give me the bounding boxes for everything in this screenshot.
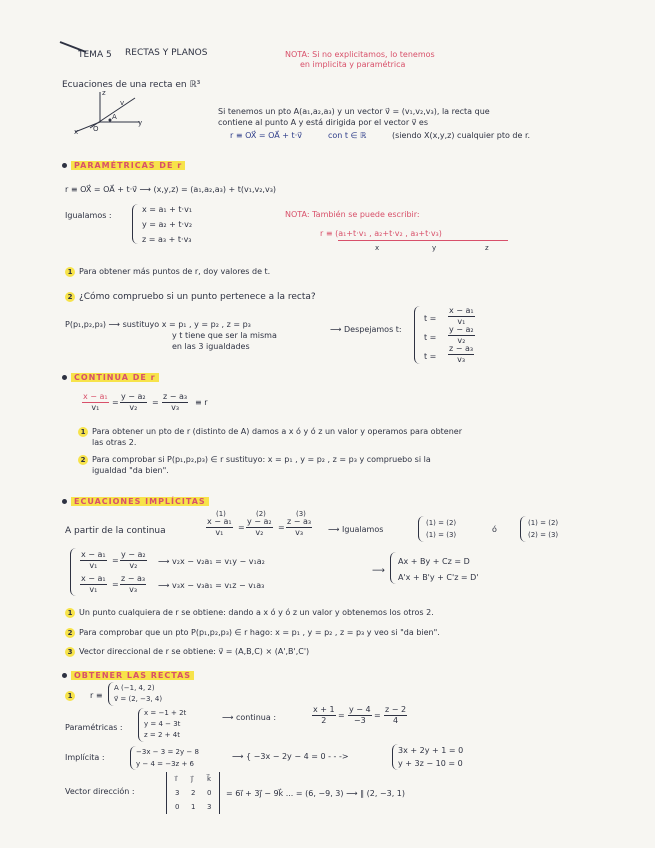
- t1-fraction: $\frac{\text{x − a₁}}{\text{v₁}}$: [449, 306, 474, 326]
- axis-x-label: x: [74, 128, 79, 136]
- header-note-2: en implicita y paramétrica: [300, 60, 406, 69]
- under-x: x: [375, 244, 380, 252]
- cont-point-2b: igualdad "da bien".: [92, 466, 169, 475]
- lab-1: (1): [216, 510, 226, 518]
- impl-eq-1: =: [238, 523, 245, 532]
- t2-label: t =: [424, 333, 437, 342]
- system-brace: [70, 548, 77, 596]
- m32: 1: [191, 803, 196, 811]
- impl-ex-1: −3x − 3 = 2y − 8: [136, 748, 199, 756]
- m21: 3: [175, 789, 180, 797]
- vd-label: Vector dirección :: [65, 787, 135, 796]
- impl-point-3: 3 Vector direccional de r se obtiene: v⃗ = (A,B,C) × (A',B',C'): [65, 646, 309, 657]
- vd-result: = 6i⃗ + 3j⃗ − 9k⃗ ... = (6, −9, 3) ⟶ ∥ (2, −3, 1): [226, 789, 406, 798]
- intro-note: (siendo X(x,y,z) cualquier pto de r.: [392, 131, 531, 140]
- s1-eq: =: [112, 556, 119, 565]
- tema-title: RECTAS Y PLANOS: [125, 48, 208, 58]
- continua-heading: CONTINUA DE r: [62, 372, 159, 384]
- igualamos-label: Igualamos :: [65, 211, 112, 220]
- m31: 0: [175, 803, 180, 811]
- result-brace: [390, 552, 397, 584]
- intro-line-1: Si tenemos un pto A(a₁,a₂,a₃) y un vector v⃗ = (v₁,v₂,v₃), la recta que: [218, 107, 490, 116]
- s2-eq: =: [112, 580, 119, 589]
- param-note-red: NOTA: También se puede escribir:: [285, 210, 420, 219]
- t3-label: t =: [424, 352, 437, 361]
- param-point-2: 2 ¿Cómo compruebo si un punto pertenece a la recta?: [65, 292, 316, 303]
- t2-fraction: $\frac{\text{y − a₂}}{\text{v₂}}$: [449, 325, 474, 345]
- cont-ex-eq-2: =: [374, 711, 381, 720]
- impl-res-1: 3x + 2y + 1 = 0: [398, 746, 464, 755]
- despeje-brace: [414, 306, 421, 364]
- cont-f3: $\frac{\text{z − a₃}}{\text{v₃}}$: [163, 392, 188, 412]
- impl-f3: $\frac{\text{z − a₃}}{\text{v₃}}$: [287, 517, 312, 537]
- ex-num: 1: [65, 690, 79, 701]
- point-a-label: A: [112, 113, 117, 121]
- res-2: A'x + B'y + C'z = D': [398, 573, 479, 582]
- t1-label: t =: [424, 314, 437, 323]
- tema-label: TEMA 5: [78, 50, 112, 60]
- axis-z-label: z: [102, 89, 106, 97]
- obtener-heading: OBTENER LAS RECTAS: [62, 670, 194, 682]
- s1-result: ⟶ v₂x − v₂a₁ = v₁y − v₁a₂: [158, 557, 265, 566]
- cont-point-1: 1 Para obtener un pto de r (distinto de A) damos a x ó y ó z un valor y operamos para obtener: [78, 426, 462, 437]
- under-y: y: [432, 244, 437, 252]
- impl-ex-label: Implícita :: [65, 753, 105, 762]
- origin-label: O: [93, 125, 99, 133]
- param-ex-2: y = 4 − 3t: [144, 720, 181, 728]
- cont-ex-f2: $\frac{y - 4}{-3}$: [349, 705, 371, 725]
- parametricas-line: r ≡ OX⃗ = OA⃗ + t·v⃗ ⟶ (x,y,z) = (a₁,a₂,a₃) + t(v₁,v₂,v₃): [65, 185, 277, 194]
- cont-f1: $\frac{\text{x − a₁}}{\text{v₁}}$: [83, 392, 108, 412]
- cont-eq-r: ≡ r: [195, 398, 208, 407]
- pair2-a: (1) = (2): [528, 519, 559, 527]
- point-a-def: A (−1, 4, 2): [114, 684, 155, 692]
- param-ex-label: Paramétricas :: [65, 723, 123, 732]
- axis-y-label: y: [138, 119, 143, 127]
- intro-heading: Ecuaciones de una recta en ℝ³: [62, 80, 201, 90]
- to-continua: ⟶ continua :: [222, 713, 277, 722]
- cont-ex-f3: $\frac{z - 2}{4}$: [385, 705, 407, 725]
- vector-v-def: v⃗ = (2, −3, 4): [114, 695, 163, 703]
- impl-f2: $\frac{\text{y − a₂}}{\text{v₂}}$: [247, 517, 272, 537]
- cont-eq-2: =: [152, 398, 159, 407]
- intro-line-2: contiene al punto A y está dirigida por el vector v⃗ es: [218, 118, 429, 127]
- s1-f1: $\frac{\text{x − a₁}}{\text{v₁}}$: [81, 550, 106, 570]
- p-left-3: en las 3 igualdades: [172, 342, 250, 351]
- cont-ex-f1: $\frac{x + 1}{2}$: [313, 705, 335, 725]
- p-left-2: y t tiene que ser la misma: [172, 331, 277, 340]
- lab-3: (3): [296, 510, 306, 518]
- m13: k⃗: [207, 775, 212, 783]
- param-eq-3: z = a₃ + t·v₃: [142, 235, 192, 244]
- param-vector-red: r ≡ (a₁+t·v₁ , a₂+t·v₂ , a₃+t·v₃): [320, 229, 442, 238]
- or-label: ó: [492, 525, 497, 534]
- impl-point-2: 2 Para comprobar que un pto P(p₁,p₂,p₃) ∈ r hago: x = p₁ , y = p₂ , z = p₃ y veo si "da bien".: [65, 627, 440, 638]
- impl-ex-mid: ⟶ { −3x − 2y − 4 = 0 - - ->: [232, 752, 349, 761]
- red-underline: [338, 240, 508, 241]
- param-eq-2: y = a₂ + t·v₂: [142, 220, 193, 229]
- p-left-1: P(p₁,p₂,p₃) ⟶ sustituyo x = p₁ , y = p₂ , z = p₃: [65, 320, 251, 329]
- impl-igualamos: ⟶ Igualamos: [328, 525, 384, 534]
- partir-label: A partir de la continua: [65, 526, 166, 536]
- impl-f1: $\frac{\text{x − a₁}}{\text{v₁}}$: [207, 517, 232, 537]
- cont-ex-eq-1: =: [338, 711, 345, 720]
- pair1-b: (1) = (3): [426, 531, 457, 539]
- impl-ex-2: y − 4 = −3z + 6: [136, 760, 194, 768]
- impl-res-2: y + 3z − 10 = 0: [398, 759, 463, 768]
- pair1-a: (1) = (2): [426, 519, 457, 527]
- r-def: r ≡: [90, 691, 103, 700]
- despejamos-label: ⟶ Despejamos t:: [330, 325, 402, 334]
- to-result-arrow: ⟶: [372, 566, 385, 576]
- pair2-b: (2) = (3): [528, 531, 559, 539]
- parametricas-heading: PARAMÉTRICAS DE r: [62, 160, 185, 172]
- impl-eq-2: =: [278, 523, 285, 532]
- m12: j⃗: [191, 775, 193, 783]
- cont-eq-1: =: [112, 398, 119, 407]
- cont-f2: $\frac{\text{y − a₂}}{\text{v₂}}$: [121, 392, 146, 412]
- vec-v-label: v: [120, 99, 125, 107]
- param-brace: [132, 204, 139, 244]
- param-ex-1: x = −1 + 2t: [144, 709, 187, 717]
- pair1-brace: [418, 516, 425, 542]
- intro-formula: r ≡ OX⃗ = OA⃗ + t·v⃗: [230, 131, 302, 140]
- cont-point-2: 2 Para comprobar si P(p₁,p₂,p₃) ∈ r sustituyo: x = p₁ , y = p₂ , z = p₃ y compruebo si la: [78, 454, 431, 465]
- m23: 0: [207, 789, 212, 797]
- m33: 3: [207, 803, 212, 811]
- param-point-1: 1 Para obtener más puntos de r, doy valores de t.: [65, 266, 270, 277]
- intro-condition: con t ∈ ℝ: [328, 131, 367, 140]
- s2-f2: $\frac{\text{z − a₃}}{\text{v₃}}$: [121, 574, 146, 594]
- s2-f1: $\frac{\text{x − a₁}}{\text{v₁}}$: [81, 574, 106, 594]
- m11: i⃗: [175, 775, 177, 783]
- under-z: z: [485, 244, 489, 252]
- lab-2: (2): [256, 510, 266, 518]
- t3-fraction: $\frac{\text{z − a₃}}{\text{v₃}}$: [449, 344, 474, 364]
- pair2-brace: [520, 516, 527, 542]
- impl-point-1: 1 Un punto cualquiera de r se obtiene: dando a x ó y ó z un valor y obtenemos los otros 2.: [65, 607, 434, 618]
- res-1: Ax + By + Cz = D: [398, 557, 470, 566]
- m22: 2: [191, 789, 196, 797]
- param-eq-1: x = a₁ + t·v₁: [142, 205, 193, 214]
- implicitas-heading: ECUACIONES IMPLÍCITAS: [62, 496, 209, 508]
- param-ex-3: z = 2 + 4t: [144, 731, 180, 739]
- header-note-1: NOTA: Si no explicitamos, lo tenemos: [285, 50, 435, 59]
- cont-point-1b: las otras 2.: [92, 438, 137, 447]
- s1-f2: $\frac{\text{y − a₂}}{\text{v₂}}$: [121, 550, 146, 570]
- s2-result: ⟶ v₃x − v₃a₁ = v₁z − v₁a₃: [158, 581, 265, 590]
